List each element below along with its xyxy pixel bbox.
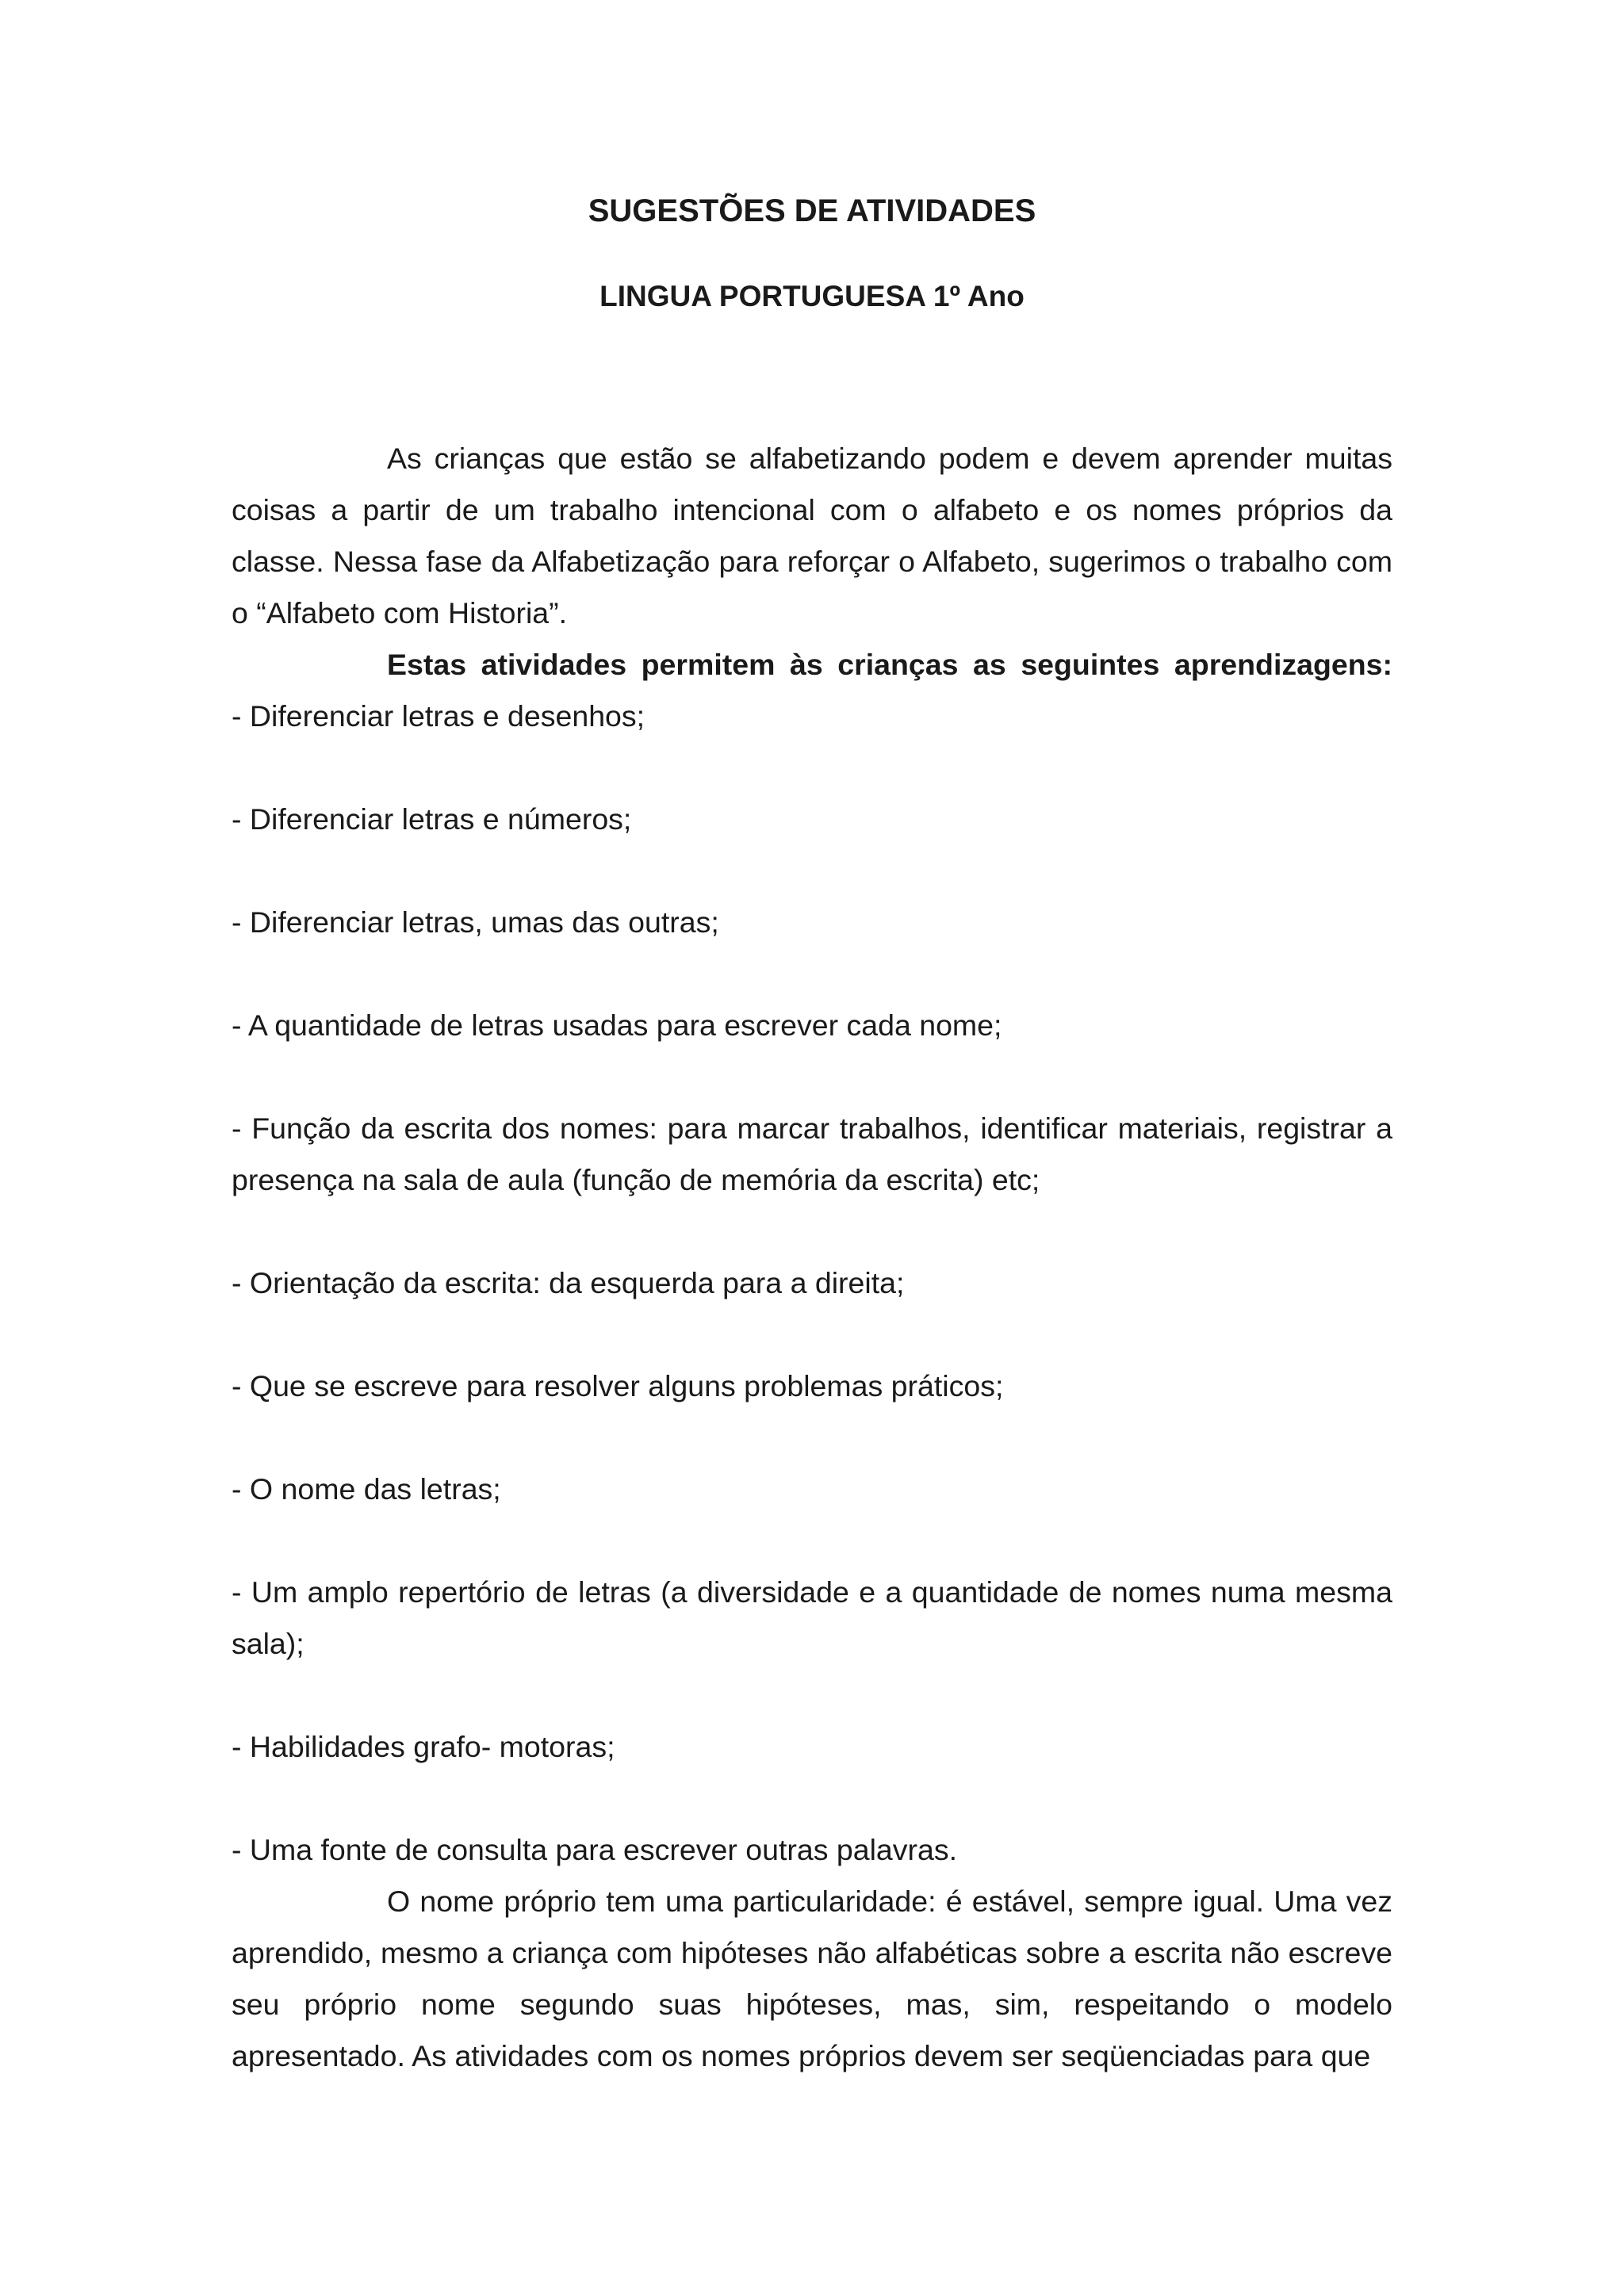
list-item: - Função da escrita dos nomes: para marcar trabalhos, identificar materiais, registrar a presença na sala de aula (função de memória da escrita) etc; <box>232 1112 1392 1196</box>
intro-paragraph: As crianças que estão se alfabetizando podem e devem aprender muitas coisas a partir de um trabalho intencional com o alfabeto e os nomes próprios da classe. Nessa fase da Alfabetização para reforçar o Alfabeto, sugerimos o trabalho com o “Alfabeto com Historia”. <box>232 442 1392 629</box>
list-item: - O nome das letras; <box>232 1472 501 1506</box>
list-item: - Que se escreve para resolver alguns problemas práticos; <box>232 1369 1004 1402</box>
list-item: - Diferenciar letras, umas das outras; <box>232 905 719 939</box>
list-item: - Um amplo repertório de letras (a diversidade e a quantidade de nomes numa mesma sala); <box>232 1575 1392 1660</box>
learning-list <box>232 691 1392 1876</box>
learning-intro: Estas atividades permitem às crianças as seguintes aprendizagens: <box>387 648 1392 681</box>
list-item: - Orientação da escrita: da esquerda para a direita; <box>232 1266 905 1299</box>
document-body <box>232 433 1392 2082</box>
document-subtitle: LINGUA PORTUGUESA 1º Ano <box>599 280 1025 312</box>
list-item: - Habilidades grafo- motoras; <box>232 1730 615 1763</box>
list-item: - A quantidade de letras usadas para escrever cada nome; <box>232 1008 1002 1042</box>
document-title: SUGESTÕES DE ATIVIDADES <box>588 193 1036 228</box>
closing-paragraph: O nome próprio tem uma particularidade: é estável, sempre igual. Uma vez aprendido, mesmo a criança com hipóteses não alfabéticas sobre a escrita não escreve seu próprio nome segundo suas hipóteses, mas, sim, respeitando o modelo apresentado. As atividades com os nomes próprios devem ser seqüenciadas para que <box>232 1885 1392 2072</box>
list-item: - Diferenciar letras e desenhos; <box>232 699 645 733</box>
list-item: - Diferenciar letras e números; <box>232 802 632 836</box>
list-item: - Uma fonte de consulta para escrever outras palavras. <box>232 1833 958 1866</box>
